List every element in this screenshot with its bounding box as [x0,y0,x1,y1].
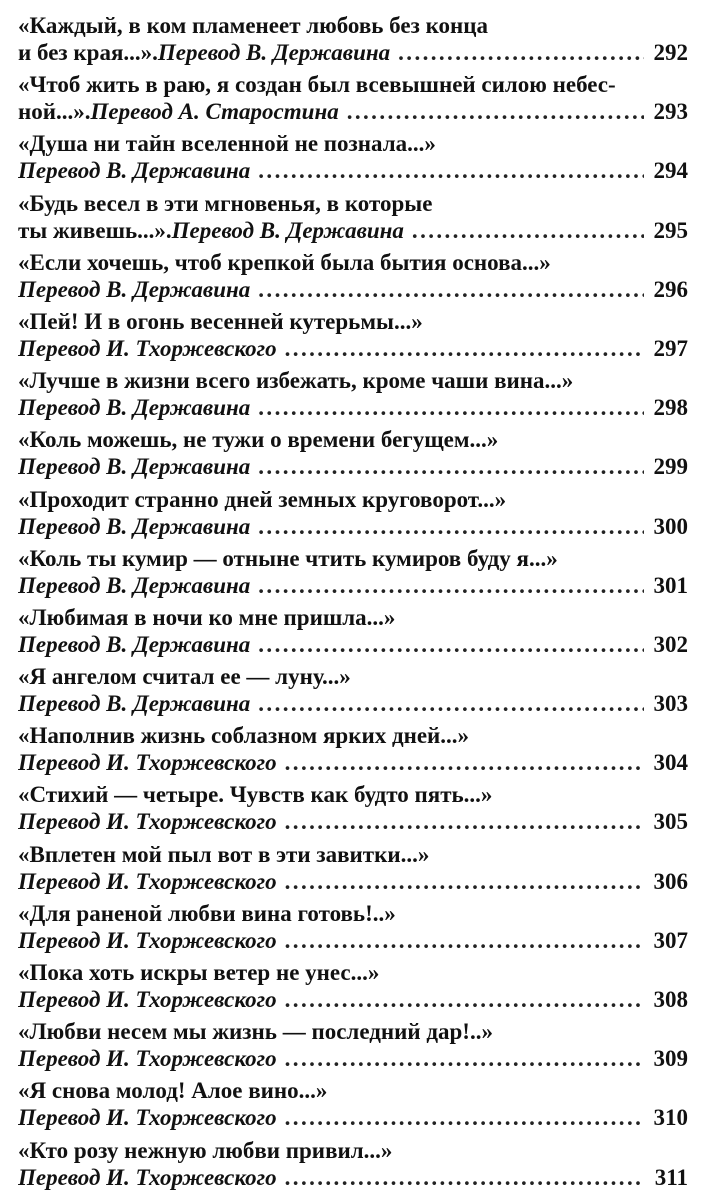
toc-dot-leader [285,1164,644,1191]
toc-entry-title: «Наполнив жизнь соблазном ярких дней...» [18,723,470,749]
toc-dot-leader [258,572,644,599]
toc-page-number: 308 [653,987,688,1012]
toc-dot-leader [258,513,644,540]
toc-entry [18,188,688,247]
toc-entry-credit-line [18,690,688,717]
toc-entry [18,484,688,543]
toc-page-number: 298 [653,395,688,421]
toc-dot-leader [285,808,644,835]
toc-page-number: 309 [653,1046,688,1072]
toc-entry [18,543,688,602]
toc-dot-leader [347,98,644,125]
toc-entry-translator: Перевод В. Державина [18,691,251,717]
toc-entry-title: «Вплетен мой пыл вот в эти завитки...» [18,841,430,867]
toc-entry-translator: Перевод И. Тхоржевского [18,1105,277,1131]
toc-entry-credit-line [18,1045,688,1072]
toc-entry-title-continuation: и без края...». [18,40,158,65]
toc-entry-credit-line [18,927,688,954]
toc-entry-title: «Коль ты кумир — отныне чтить кумиров буду я...» [18,545,558,571]
toc-dot-leader [258,157,644,184]
toc-entry-credit-line [18,868,688,895]
toc-entry [18,1135,688,1194]
toc-entry-translator: Перевод В. Державина [18,513,251,539]
toc-page-number: 311 [654,1164,688,1190]
toc-entry-credit-line [18,335,688,362]
toc-entry-translator: Перевод А. Старостина [90,99,339,125]
toc-entry [18,602,688,661]
toc-page-number: 302 [653,631,688,657]
toc-page-number: 297 [653,335,688,361]
toc-entry [18,898,688,957]
toc-entry-credit-line [18,276,688,303]
toc-entry-title-continuation: ной...». [18,99,91,125]
toc-entry [18,661,688,720]
toc-entry-credit-line [18,1104,688,1131]
toc-entry [18,720,688,779]
toc-entry-translator: Перевод И. Тхоржевского [18,1046,277,1072]
toc-entry [18,1075,688,1134]
toc-entry-title: «Чтоб жить в раю, я создан был всевышней силою небес- [18,72,616,98]
toc-entry-translator: Перевод И. Тхоржевского [18,1164,277,1190]
toc-entry-translator: Перевод В. Державина [171,217,404,243]
toc-entry-title: «Коль можешь, не тужи о времени бегущем...» [18,427,499,453]
toc-entry-translator: Перевод В. Державина [18,158,251,184]
toc-entry-credit-line [18,808,688,835]
toc-page-number: 299 [653,454,688,480]
toc-entry-title: «Будь весел в эти мгновенья, в которые [18,190,433,216]
toc-dot-leader [258,276,644,303]
toc-entry-translator: Перевод И. Тхоржевского [18,335,277,361]
toc-entry-credit-line [18,157,688,184]
toc-page-number: 303 [653,691,688,717]
toc-page-number: 306 [653,868,688,894]
toc-entry-translator: Перевод В. Державина [157,40,391,65]
toc-page-number: 292 [653,40,688,65]
toc-page-number: 307 [653,927,688,953]
toc-entry-translator: Перевод В. Державина [18,572,251,598]
toc-page-number: 310 [653,1105,688,1131]
toc-entry [18,365,688,424]
toc-dot-leader [258,453,644,480]
toc-entry-title: «Пока хоть искры ветер не унес...» [18,960,380,985]
toc-dot-leader [285,749,644,776]
toc-dot-leader [285,927,644,954]
toc-entry-title: «Я ангелом считал ее — луну...» [18,664,351,690]
toc-entry-title: «Пей! И в огонь весенней кутерьмы...» [18,308,423,334]
toc-dot-leader [412,217,644,244]
toc-page-number: 293 [653,99,688,125]
toc-entry [18,957,688,1016]
toc-entry-translator: Перевод И. Тхоржевского [18,809,277,835]
toc-entry-title: «Лучше в жизни всего избежать, кроме чаши вина...» [18,368,574,394]
toc-entry-translator: Перевод И. Тхоржевского [18,868,277,894]
toc-entry-credit-line [18,631,688,658]
toc-entry-title: «Любимая в ночи ко мне пришла...» [18,604,396,630]
toc-entry-translator: Перевод И. Тхоржевского [18,927,277,953]
toc-entry [18,69,688,128]
toc-dot-leader [398,39,644,66]
toc-entry-credit-line [18,986,688,1013]
toc-entry [18,1016,688,1075]
toc-entry [18,306,688,365]
toc-dot-leader [285,986,644,1013]
toc-entry-credit-line [18,39,688,66]
toc-entry [18,247,688,306]
toc-entry-credit-line [18,394,688,421]
toc-entry-credit-line [18,1164,688,1191]
toc-entry [18,10,688,69]
toc-dot-leader [285,1104,644,1131]
toc-entry-title: «Для раненой любви вина готовь!..» [18,900,396,926]
toc-entry-credit-line [18,217,688,244]
toc-dot-leader [285,868,644,895]
toc-entry-credit-line [18,98,688,125]
toc-entry-credit-line [18,513,688,540]
toc-entry-title: «Кто розу нежную любви привил...» [18,1137,393,1163]
toc-entry [18,839,688,898]
toc-entry [18,779,688,838]
toc-entry-translator: Перевод В. Державина [18,631,251,657]
toc-page-number: 296 [653,276,688,302]
toc-entry [18,128,688,187]
toc-dot-leader [258,690,644,717]
toc-dot-leader [285,335,644,362]
toc-entry-translator: Перевод В. Державина [18,276,251,302]
toc-entry-title: «Я снова молод! Алое вино...» [18,1078,328,1104]
toc-entry-credit-line [18,749,688,776]
toc-page-number: 300 [653,513,688,539]
toc-dot-leader [285,1045,644,1072]
toc-page-number: 294 [653,158,688,184]
toc-entry-translator: Перевод И. Тхоржевского [18,987,277,1012]
toc-entry-title: «Душа ни тайн вселенной не познала...» [18,131,436,157]
toc-entry-translator: Перевод И. Тхоржевского [18,750,277,776]
toc-entry-title: «Стихий — четыре. Чувств как будто пять...» [18,782,493,808]
toc-entry-title: «Любви несем мы жизнь — последний дар!..» [18,1019,493,1045]
toc-page-number: 304 [653,750,688,776]
toc-entry-title: «Каждый, в ком пламенеет любовь без конца [18,13,489,38]
toc-entry-title: «Если хочешь, чтоб крепкой была бытия основа...» [18,249,551,275]
toc-dot-leader [258,631,644,658]
toc-entry-translator: Перевод В. Державина [18,395,251,421]
toc-entry-title: «Проходит странно дней земных круговорот...» [18,486,507,512]
toc-page-number: 301 [653,572,688,598]
toc-entry-title-continuation: ты живешь...». [18,217,172,243]
toc-page-number: 295 [653,217,688,243]
toc-dot-leader [258,394,644,421]
toc-entry [18,424,688,483]
toc-entry-translator: Перевод В. Державина [18,454,251,480]
toc-page-number: 305 [653,809,688,835]
toc-list [18,10,688,1194]
toc-entry-credit-line [18,572,688,599]
toc-entry-credit-line [18,453,688,480]
